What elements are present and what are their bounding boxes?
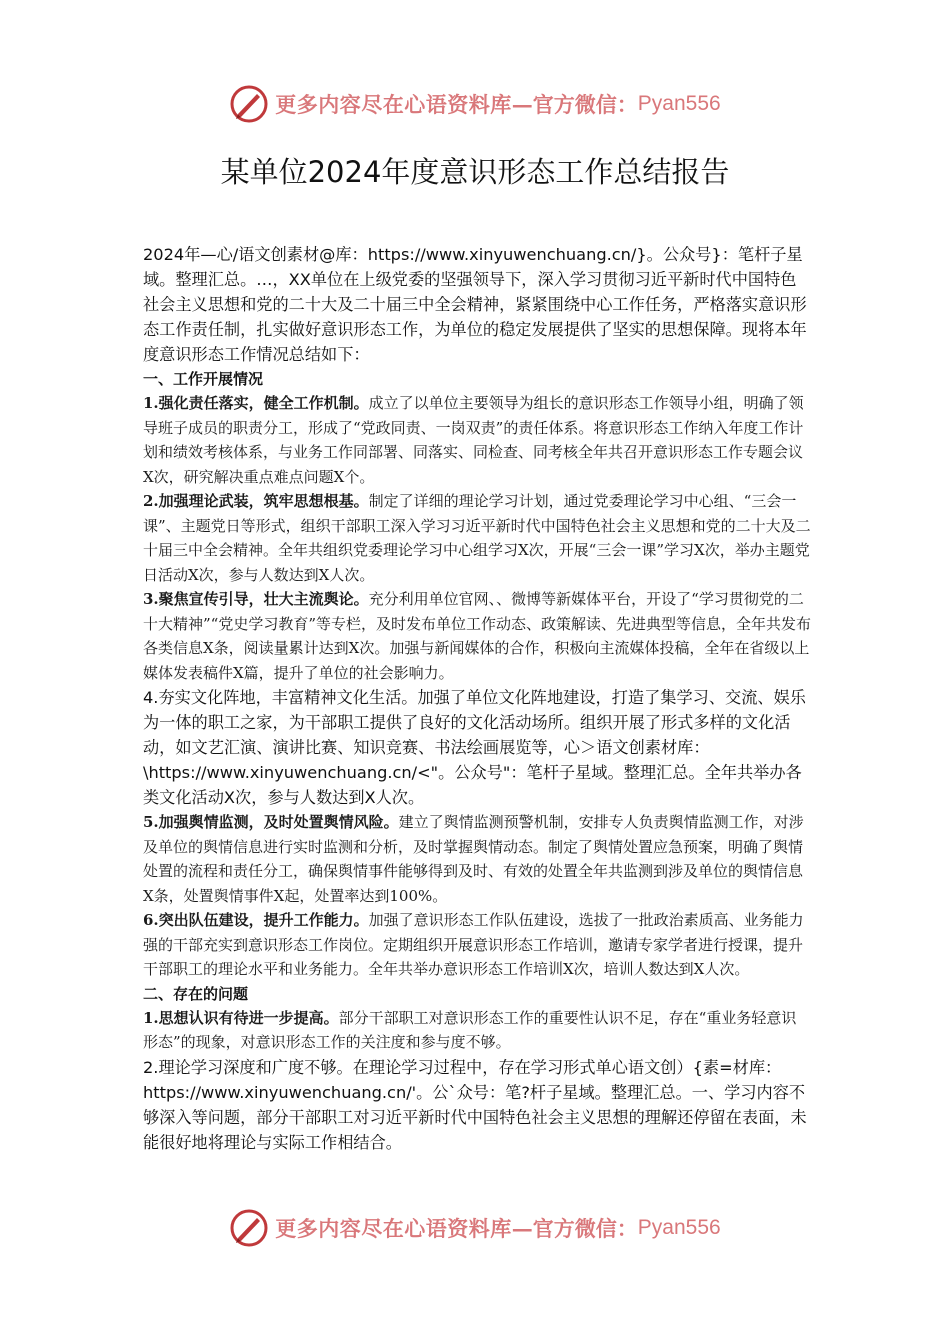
banner-text: 更多内容尽在心语资料库 [275,1216,512,1241]
work-item-1 [143,391,811,489]
work-item-2-lead: 2.加强理论武装，筑牢思想根基。 [143,492,369,510]
intro-paragraph: 2024年—心/语文创素材@库：https://www.xinyuwenchuang.cn/}。公众号}：笔杆子星域。整理汇总。…，XX单位在上级党委的坚强领导下，深入学习贯彻习近平新时代中国特色社会主义思想和党的二十大及二十届三中全会精神，紧紧围绕中心工作任务，严格落实意识形态工作责任制，扎实做好意识形态工作，为单位的稳定发展提供了坚实的思想保障。现将本年度意识形态工作情况总结如下： [143,245,807,364]
problem-item-1-lead: 1.思想认识有待进一步提高。 [143,1008,339,1027]
banner-wechat-label: 官方微信： [532,1216,638,1241]
banner-separator: — [511,1215,533,1241]
pen-logo-icon [229,84,269,124]
header-banner [0,82,950,126]
footer-banner [0,1206,950,1250]
document-title: 某单位2024年度意识形态工作总结报告 [220,155,730,189]
work-item-2-body: 制定了详细的理论学习计划，通过党委理论学习中心组、“三会一课”、主题党日等形式，组织干部职工深入学习习近平新时代中国特色社会主义思想和党的二十大及二十届三中全会精神。全年共组织党委理论学习中心组学习X次，开展“三会一课”学习X次，举办主题党日活动X次，参与人数达到X人次。 [143,492,811,584]
section-heading-problems: 二、存在的问题 [143,984,249,1003]
work-item-5-lead: 5.加强舆情监测，及时处置舆情风险。 [143,813,399,831]
work-item-1-body: 成立了以单位主要领导为组长的意识形态工作领导小组，明确了领导班子成员的职责分工，形成了“党政同责、一岗双责”的责任体系。将意识形态工作纳入年度工作计划和绩效考核体系，与业务工作同部署、同落实、同检查、同考核全年共召开意识形态工作专题会议X次，研究解决重点难点问题X个。 [143,394,804,486]
problem-item-1 [143,1006,811,1055]
work-item-1-lead: 1.强化责任落实，健全工作机制。 [143,394,369,412]
work-item-6 [143,908,811,982]
banner-separator: — [511,91,533,117]
problem-item-2: 2.理论学习深度和广度不够。在理论学习过程中，存在学习形式单心语文创）{素=材库：https://www.xinyuwenchuang.cn/'。公`众号：笔?杆子星域。整理汇总。一、学习内容不够深入等问题，部分干部职工对习近平新时代中国特色社会主义思想的理解还停留在表面，未能很好地将理论与实际工作相结合。 [143,1057,807,1152]
banner-text: 更多内容尽在心语资料库 [275,92,512,117]
work-item-5 [143,810,811,908]
work-item-2 [143,489,811,587]
section-heading-work: 一、工作开展情况 [143,370,264,388]
banner-wechat-id: Pyan556 [637,1216,721,1239]
document-body [143,242,811,1155]
work-item-5-body: 建立了舆情监测预警机制，安排专人负责舆情监测工作，对涉及单位的舆情信息进行实时监测和分析，及时掌握舆情动态。制定了舆情处置应急预案，明确了舆情处置的流程和责任分工，确保舆情事件能够得到及时、有效的处置全年共监测到涉及单位的舆情信息X条，处置舆情事件X起，处置率达到100%。 [143,813,804,905]
work-item-3-lead: 3.聚焦宣传引导，壮大主流舆论。 [143,590,369,608]
banner-wechat-id: Pyan556 [637,92,721,115]
banner-wechat-label: 官方微信： [532,92,638,117]
pen-logo-icon [229,1208,269,1248]
work-item-6-lead: 6.突出队伍建设，提升工作能力。 [143,911,369,929]
problem-item-1-body: 部分干部职工对意识形态工作的重要性认识不足，存在“重业务轻意识形态”的现象，对意识形态工作的关注度和参与度不够。 [143,1008,797,1051]
work-item-6-body: 加强了意识形态工作队伍建设，选拔了一批政治素质高、业务能力强的干部充实到意识形态工作岗位。定期组织开展意识形态工作培训，邀请专家学者进行授课，提升干部职工的理论水平和业务能力。全年共举办意识形态工作培训X次，培训人数达到X人次。 [143,911,804,978]
work-item-4: 4.夯实文化阵地，丰富精神文化生活。加强了单位文化阵地建设，打造了集学习、交流、娱乐为一体的职工之家，为干部职工提供了良好的文化活动场所。组织开展了形式多样的文化活动，如文艺汇演、演讲比赛、知识竞赛、书法绘画展览等，心＞语文创素材库：\https://www.xinyuwenchuang.cn/<"。公众号"：笔杆子星域。整理汇总。全年共举办各类文化活动X次，参与人数达到X人次。 [143,688,806,807]
work-item-3 [143,587,811,685]
work-item-3-body: 充分利用单位官网、、微博等新媒体平台，开设了“学习贯彻党的二十大精神”“党史学习教育”等专栏，及时发布单位工作动态、政策解读、先进典型等信息，全年共发布各类信息X条，阅读量累计达到X次。加强与新闻媒体的合作，积极向主流媒体投稿，全年在省级以上媒体发表稿件X篇，提升了单位的社会影响力。 [143,590,812,682]
